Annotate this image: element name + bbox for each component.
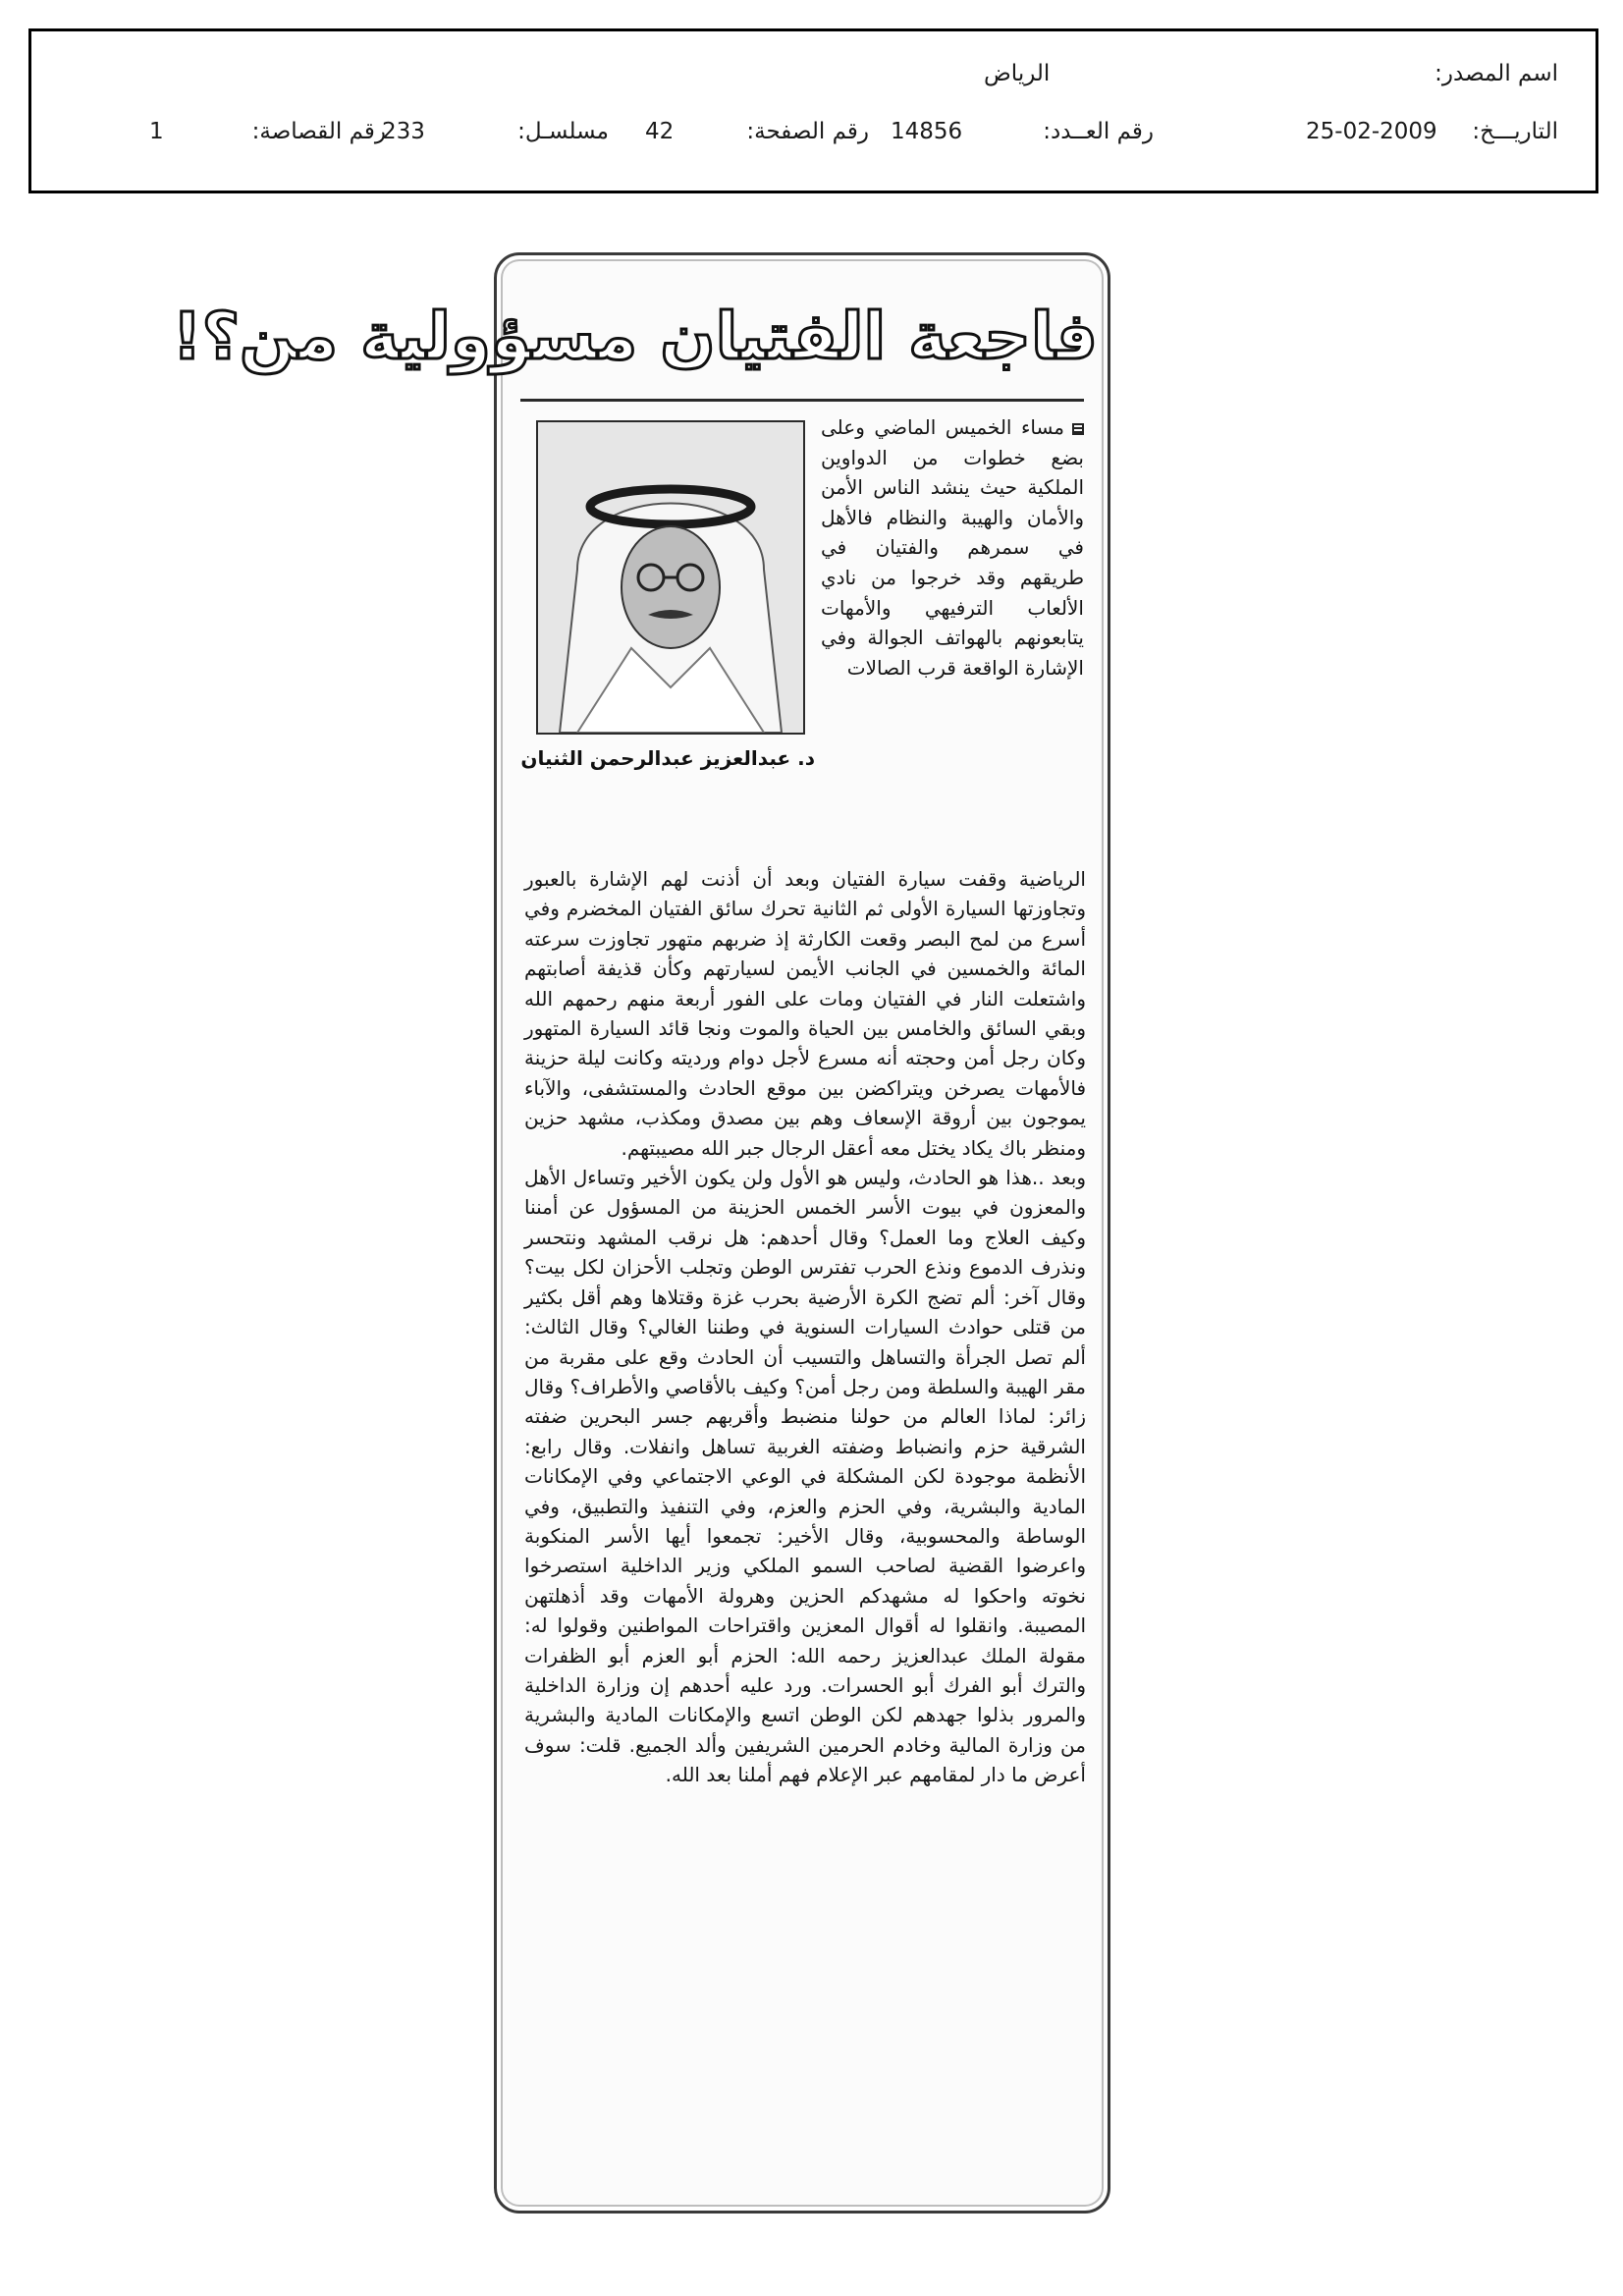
metadata-header	[28, 28, 1598, 193]
article-lead-column	[821, 412, 1084, 683]
author-portrait-icon	[538, 422, 803, 733]
issue-value: 14856	[891, 119, 963, 144]
author-byline: د. عبدالعزيز عبدالرحمن الثنيان	[520, 746, 815, 770]
source-value: الرياض	[984, 61, 1051, 86]
issue-label: رقم العــدد:	[1043, 119, 1154, 144]
serial-label: مسلسـل:	[517, 119, 609, 144]
article-lead-text: مساء الخميس الماضي وعلى بضع خطوات من الدواوين الملكية حيث ينشد الناس الأمن والأمان والهيبة والنظام فالأهل في سمرهم والفتيان في طريقهم وقد خرجوا من نادي الألعاب الترفيهي والأمهات يتابعونهم بالهواتف الجوالة وفي الإشارة الواقعة قرب الصالات	[821, 415, 1084, 680]
date-value: 25-02-2009	[1306, 119, 1437, 144]
clip-label: رقم القصاصة:	[251, 119, 386, 144]
article-paragraph-1: الرياضية وقفت سيارة الفتيان وبعد أن أذنت لهم الإشارة بالعبور وتجاوزتها السيارة الأولى ثم الثانية تحرك سائق الفتيان المخضرم وفي أسرع من لمح البصر وقعت الكارثة إذ ضربهم متهور تجاوزت سرعته المائة والخمسين في الجانب الأيمن لسيارتهم وكأن قذيفة أصابتهم واشتعلت النار في الفتيان ومات على الفور أربعة منهم رحمهم الله وبقي السائق والخامس بين الحياة والموت ونجا قائد السيارة المتهور وكان رجل أمن وحجته أنه مسرع لأجل دوام ورديته وكانت ليلة حزينة فالأمهات يصرخن ويتراكضن بين موقع الحادث والمستشفى، والآباء يموجون بين أروقة الإسعاف وهم بين مصدق ومكذب، مشهد حزين ومنظر باك يكاد يختل معه أعقل الرجال جبر الله مصيبتهم.	[524, 867, 1086, 1160]
article-body-column	[524, 864, 1086, 1790]
headline-divider	[520, 399, 1084, 402]
square-bullet-icon	[1072, 423, 1084, 435]
author-photo	[536, 420, 805, 735]
clip-value: 1	[149, 119, 164, 144]
page-label: رقم الصفحة:	[746, 119, 869, 144]
newspaper-clipping	[172, 252, 1110, 2214]
serial-value: 233	[382, 119, 425, 144]
article-paragraph-2: وبعد ..هذا هو الحادث، وليس هو الأول ولن يكون الأخير وتساءل الأهل والمعزون في بيوت الأسر الخمس الحزينة من المسؤول عن أمننا وكيف العلاج وما العمل؟ وقال أحدهم: هل نرقب المشهد ونتحسر ونذرف الدموع ونذع الحرب تفترس الوطن وتجلب الأحزان لكل بيت؟ وقال آخر: ألم تضج الكرة الأرضية بحرب غزة وقتلاها وهم أقل بكثير من قتلى حوادث السيارات السنوية في وطننا الغالي؟ وقال الثالث: ألم تصل الجرأة والتساهل والتسيب أن الحادث وقع على مقربة من مقر الهيبة والسلطة ومن رجل أمن؟ وكيف بالأقاصي والأطراف؟ وقال زائر: لماذا العالم من حولنا منضبط وأقربهم جسر البحرين ضفته الشرقية حزم وانضباط وضفته الغربية تساهل وانفلات. وقال رابع: الأنظمة موجودة لكن المشكلة في الوعي الاجتماعي وفي الإمكانات المادية والبشرية، وفي الحزم والعزم، وفي التنفيذ والتطبيق، وفي الوساطة والمحسوبية، وقال الأخير: تجمعوا أيها الأسر المنكوبة واعرضوا القضية لصاحب السمو الملكي وزير الداخلية استصرخوا نخوته واحكوا له مشهدكم الحزين وهرولة الأمهات وقد أذهلتهن المصيبة. وانقلوا له أقوال المعزين واقتراحات المواطنين وقولوا له: مقولة الملك عبدالعزيز رحمه الله: الحزم أبو العزم أبو الظفرات والترك أبو الفرك أبو الحسرات. ورد عليه أحدهم إن وزارة الداخلية والمرور بذلوا جهدهم لكن الوطن اتسع والإمكانات المادية والبشرية من وزارة المالية وخادم الحرمين الشريفين وألد الجميع. قلت: سوف أعرض ما دار لمقامهم عبر الإعلام فهم أملنا بعد الله.	[524, 1166, 1086, 1787]
article-headline: فاجعة الفتيان مسؤولية من؟!	[172, 299, 1098, 374]
source-label: اسم المصدر:	[1434, 61, 1558, 86]
date-label: التاريـــخ:	[1472, 119, 1558, 144]
page-value: 42	[645, 119, 675, 144]
